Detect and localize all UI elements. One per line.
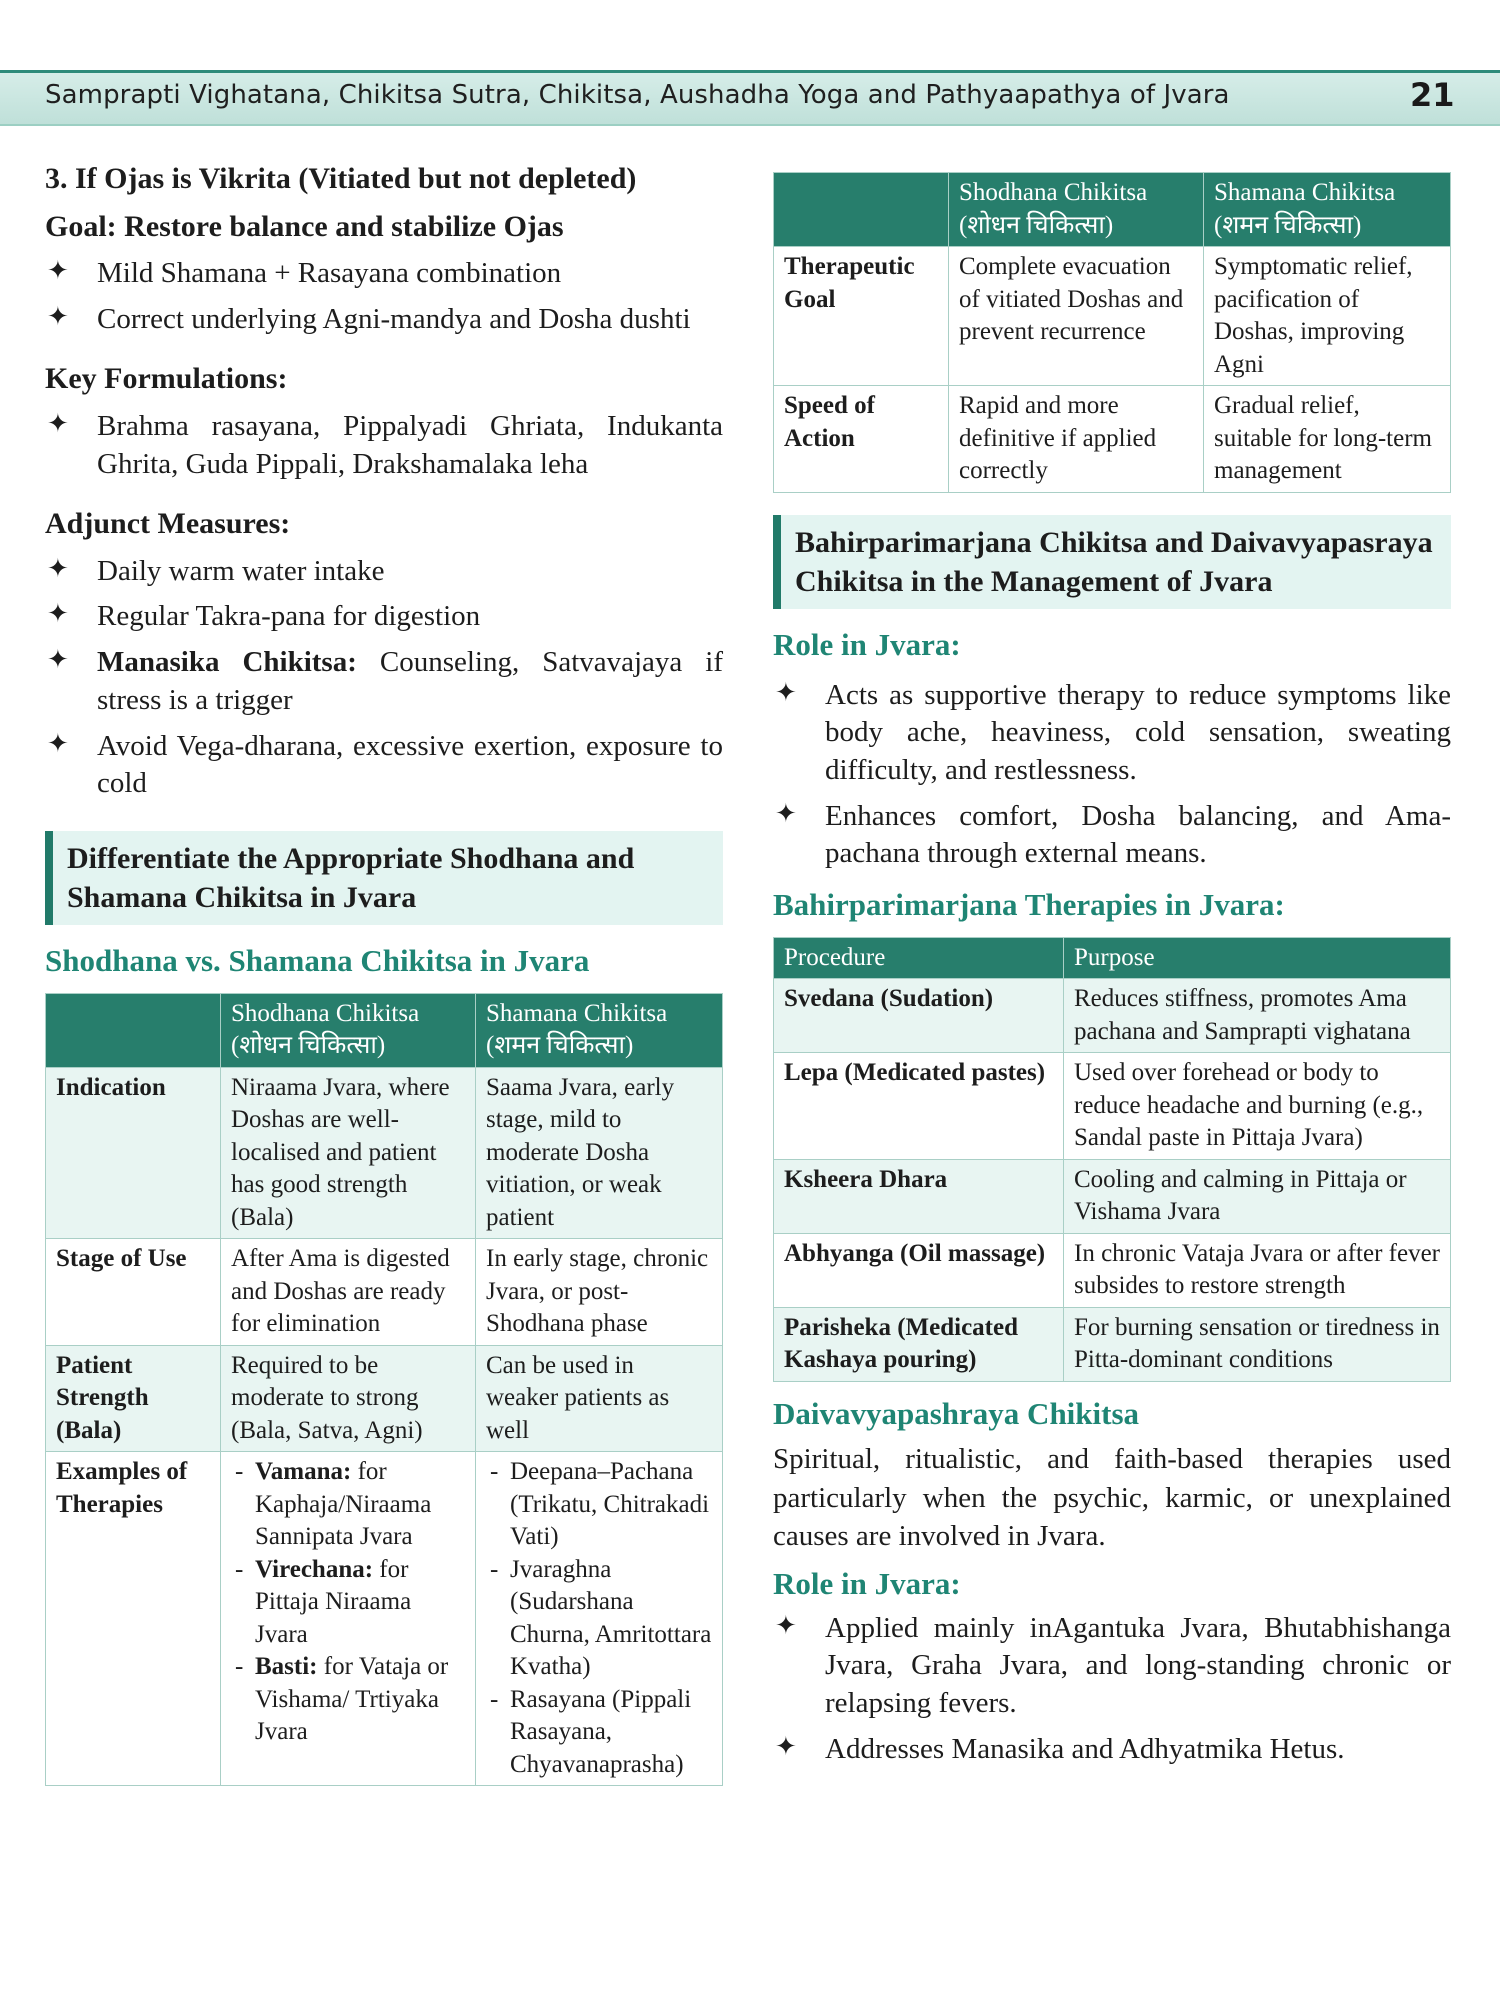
table-cell: Used over forehead or body to reduce headache and burning (e.g., Sandal paste in Pittaja Jvara) (1064, 1053, 1451, 1160)
list-item: - Deepana–Pachana (Trikatu, Chitrakadi Vati) (486, 1456, 712, 1554)
table-row (774, 1053, 1451, 1160)
table-cell (221, 1452, 476, 1786)
list-item: ✦ Regular Takra-pana for digestion (47, 599, 481, 633)
table-cell: Lepa (Medicated pastes) (774, 1053, 1064, 1160)
key-formulations-heading: Key Formulations: (45, 362, 288, 396)
list-item: ✦ Enhances comfort, Dosha balancing, and Ama-pachana through external means. (775, 798, 1451, 870)
table-header-cell (774, 173, 949, 247)
list-item: - Jvaraghna (Sudarshana Churna, Amritottara Kvatha) (486, 1554, 712, 1684)
table-cell: In chronic Vataja Jvara or after fever subsides to restore strength (1064, 1233, 1451, 1307)
star-bullet-icon: ✦ (47, 301, 69, 332)
running-header-title: Samprapti Vighatana, Chikitsa Sutra, Chikitsa, Aushadha Yoga and Pathyaapathya of Jvara (45, 80, 1230, 110)
star-bullet-icon: ✦ (775, 798, 797, 829)
table-cell: Rapid and more definitive if applied correctly (949, 386, 1204, 493)
table-row (774, 979, 1451, 1053)
list-item: ✦ Avoid Vega-dharana, excessive exertion, exposure to cold (47, 728, 723, 800)
list-item: ✦ Daily warm water intake (47, 553, 385, 587)
table-cell: Symptomatic relief, pacification of Doshas, improving Agni (1204, 247, 1451, 386)
table-header-row (774, 173, 1451, 247)
section-3-title: 3. If Ojas is Vikrita (Vitiated but not depleted) (45, 162, 637, 195)
row-label: Examples of Therapies (46, 1452, 221, 1786)
shodhana-shamana-table (45, 993, 723, 1787)
table-header-cell (46, 993, 221, 1067)
table-cell: Required to be moderate to strong (Bala, Satva, Agni) (221, 1345, 476, 1452)
row-label: Therapeutic Goal (774, 247, 949, 386)
table-cell: For burning sensation or tiredness in Pitta-dominant conditions (1064, 1307, 1451, 1381)
table-header-cell: Procedure (774, 937, 1064, 979)
table-row (46, 1067, 723, 1239)
table-header-cell: Shodhana Chikitsa (शोधन चिकित्सा) (949, 173, 1204, 247)
table-cell: Gradual relief, suitable for long-term management (1204, 386, 1451, 493)
list-item: ✦ Correct underlying Agni-mandya and Dosha dushti (47, 301, 691, 335)
star-bullet-icon: ✦ (775, 677, 797, 708)
table-header-cell: Purpose (1064, 937, 1451, 979)
list-item: - Rasayana (Pippali Rasayana, Chyavanaprasha) (486, 1684, 712, 1782)
role-heading: Role in Jvara: (773, 626, 961, 662)
table-row (46, 1239, 723, 1346)
left-column (45, 160, 723, 1786)
star-bullet-icon: ✦ (47, 553, 69, 584)
goal-heading: Goal: Restore balance and stabilize Ojas (45, 209, 564, 243)
bahirparimarjana-table (773, 937, 1451, 1382)
table-header-cell: Shodhana Chikitsa (शोधन चिकित्सा) (221, 993, 476, 1067)
daiva-heading: Daivavyapashraya Chikitsa (773, 1395, 1140, 1431)
star-bullet-icon: ✦ (47, 408, 69, 439)
list-item: ✦ Brahma rasayana, Pippalyadi Ghriata, Indukanta Ghrita, Guda Pippali, Drakshamalaka leha (47, 408, 723, 480)
table-header-cell: Shamana Chikitsa (शमन चिकित्सा) (1204, 173, 1451, 247)
table-cell (476, 1452, 723, 1786)
right-column (773, 172, 1451, 1776)
table-row (774, 1233, 1451, 1307)
star-bullet-icon: ✦ (775, 1731, 797, 1762)
table-cell: Niraama Jvara, where Doshas are well-localised and patient has good strength (Bala) (221, 1067, 476, 1239)
table-cell: Complete evacuation of vitiated Doshas and prevent recurrence (949, 247, 1204, 386)
list-item: ✦ Applied mainly inAgantuka Jvara, Bhutabhishanga Jvara, Graha Jvara, and long-standing chronic or relapsing fevers. (775, 1610, 1451, 1719)
list-item: - Virechana: for Pittaja Niraama Jvara (231, 1554, 465, 1652)
page-number: 21 (1410, 76, 1455, 114)
table-row (774, 1159, 1451, 1233)
list-item: ✦ Acts as supportive therapy to reduce symptoms like body ache, heaviness, cold sensation, sweating difficulty, and restlessness. (775, 677, 1451, 786)
table-row (774, 1307, 1451, 1381)
list-item: ✦ Mild Shamana + Rasayana combination (47, 256, 562, 289)
table-row (774, 247, 1451, 386)
list-item: - Basti: for Vataja or Vishama/ Trtiyaka Jvara (231, 1651, 465, 1749)
table-cell: After Ama is digested and Doshas are ready for elimination (221, 1239, 476, 1346)
table-header-cell: Shamana Chikitsa (शमन चिकित्सा) (476, 993, 723, 1067)
star-bullet-icon: ✦ (47, 728, 69, 759)
table-row (46, 1345, 723, 1452)
star-bullet-icon: ✦ (47, 645, 69, 676)
role-heading-2: Role in Jvara: (773, 1565, 961, 1601)
daiva-paragraph: Spiritual, ritualistic, and faith-based therapies used particularly when the psychic, karmic, or unexplained causes are involved in Jvara. (773, 1442, 1451, 1553)
table-cell: Cooling and calming in Pittaja or Vishama Jvara (1064, 1159, 1451, 1233)
table-cell: Abhyanga (Oil massage) (774, 1233, 1064, 1307)
section-box-heading: Bahirparimarjana Chikitsa and Daivavyapasraya Chikitsa in the Management of Jvara (773, 515, 1451, 609)
table-cell: In early stage, chronic Jvara, or post-Shodhana phase (476, 1239, 723, 1346)
shodhana-shamana-table-continued (773, 172, 1451, 493)
table-cell: Can be used in weaker patients as well (476, 1345, 723, 1452)
row-label: Indication (46, 1067, 221, 1239)
row-label: Stage of Use (46, 1239, 221, 1346)
row-label: Patient Strength (Bala) (46, 1345, 221, 1452)
table-cell: Svedana (Sudation) (774, 979, 1064, 1053)
list-item: ✦ Manasika Chikitsa: Counseling, Satvavajaya if stress is a trigger (47, 645, 723, 716)
row-label: Speed of Action (774, 386, 949, 493)
table-cell: Ksheera Dhara (774, 1159, 1064, 1233)
section-box-heading: Differentiate the Appropriate Shodhana and Shamana Chikitsa in Jvara (45, 831, 723, 925)
table-row (774, 386, 1451, 493)
table-cell: Parisheka (Medicated Kashaya pouring) (774, 1307, 1064, 1381)
table-header-row (774, 937, 1451, 979)
therapies-heading: Bahirparimarjana Therapies in Jvara: (773, 886, 1285, 922)
table-row (46, 1452, 723, 1786)
star-bullet-icon: ✦ (47, 256, 69, 286)
adjunct-measures-heading: Adjunct Measures: (45, 507, 291, 541)
star-bullet-icon: ✦ (47, 599, 69, 630)
list-item: - Vamana: for Kaphaja/Niraama Sannipata Jvara (231, 1456, 465, 1554)
table-cell: Saama Jvara, early stage, mild to moderate Dosha vitiation, or weak patient (476, 1067, 723, 1239)
vs-heading: Shodhana vs. Shamana Chikitsa in Jvara (45, 942, 590, 978)
list-item: ✦ Addresses Manasika and Adhyatmika Hetus. (775, 1731, 1345, 1765)
table-cell: Reduces stiffness, promotes Ama pachana and Samprapti vighatana (1064, 979, 1451, 1053)
star-bullet-icon: ✦ (775, 1610, 797, 1641)
table-header-row (46, 993, 723, 1067)
